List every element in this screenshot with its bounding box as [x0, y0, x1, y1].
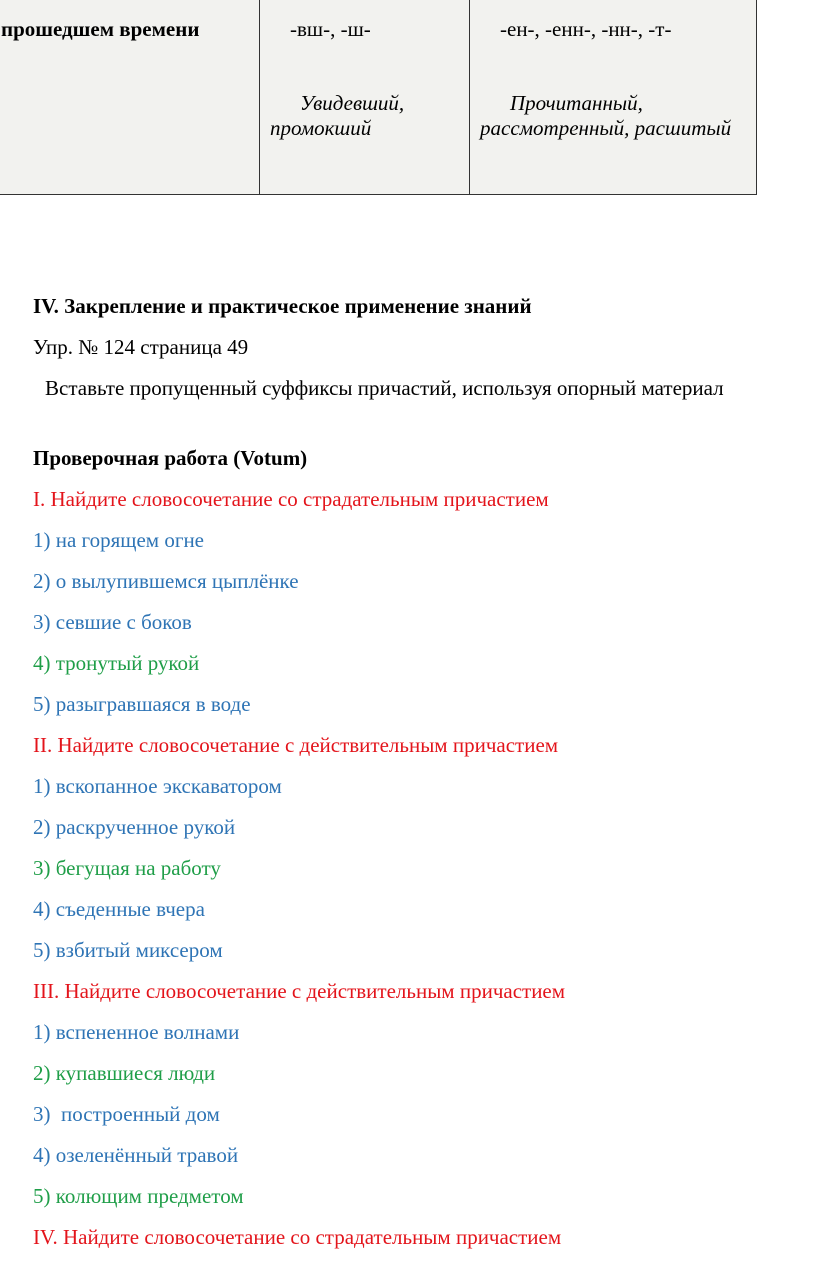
option: 4) озеленённый травой — [33, 1143, 239, 1167]
instruction: Вставьте пропущенный суффиксы причастий, используя опорный материал — [45, 376, 724, 400]
question-title: II. Найдите словосочетание с действительным причастием — [33, 733, 559, 757]
active-examples: Увидевший, промокший — [270, 91, 405, 140]
option-correct: 4) тронутый рукой — [33, 651, 200, 675]
option: 3) построенный дом — [33, 1102, 220, 1126]
passive-cell — [470, 0, 757, 195]
passive-suffixes: -ен-, -енн-, -нн-, -т- — [500, 17, 672, 41]
option: 3) севшие с боков — [33, 610, 192, 634]
test-title: Проверочная работа (Votum) — [33, 446, 308, 470]
passive-examples: Прочитанный, рассмотренный, расшитый — [480, 91, 732, 140]
option: 5) взбитый миксером — [33, 938, 223, 962]
option-correct: 2) купавшиеся люди — [33, 1061, 216, 1085]
active-suffixes: -вш-, -ш- — [290, 17, 371, 41]
active-cell — [260, 0, 470, 195]
option-correct: 5) колющим предметом — [33, 1184, 244, 1208]
suffix-table — [0, 0, 757, 195]
option: 2) о вылупившемся цыплёнке — [33, 569, 299, 593]
question-title: I. Найдите словосочетание со страдательным причастием — [33, 487, 549, 511]
document-body — [0, 294, 802, 1266]
option: 1) вскопанное экскаватором — [33, 774, 282, 798]
option: 1) вспененное волнами — [33, 1020, 240, 1044]
section-heading: IV. Закрепление и практическое применение знаний — [33, 294, 532, 318]
option: 4) съеденные вчера — [33, 897, 205, 921]
option: 2) раскрученное рукой — [33, 815, 236, 839]
row-label: прошедшем времени — [0, 0, 260, 195]
option: 1) на горящем огне — [33, 528, 205, 552]
option-correct: 3) бегущая на работу — [33, 856, 221, 880]
option: 5) разыгравшаяся в воде — [33, 692, 251, 716]
exercise-ref: Упр. № 124 страница 49 — [33, 335, 249, 359]
question-title: IV. Найдите словосочетание со страдательным причастием — [33, 1225, 562, 1249]
question-title: III. Найдите словосочетание с действительным причастием — [33, 979, 566, 1003]
